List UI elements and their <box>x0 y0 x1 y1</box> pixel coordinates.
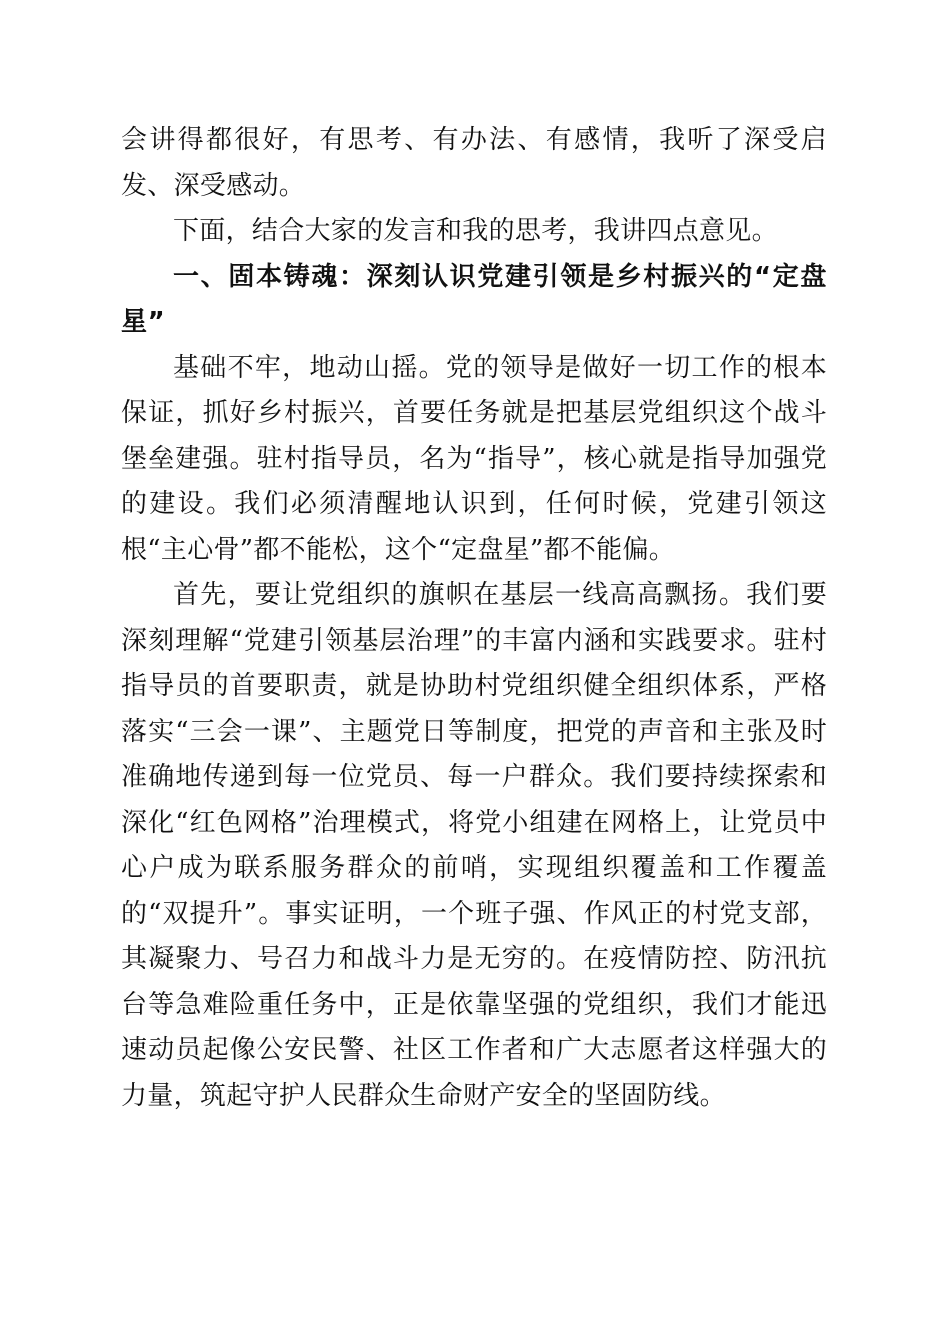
paragraph-intro: 下面，结合大家的发言和我的思考，我讲四点意见。 <box>173 216 778 246</box>
section-heading-1: 一、固本铸魂：深刻认识党建引领是乡村振兴的“定盘星” <box>121 261 827 337</box>
paragraph-first-point: 首先，要让党组织的旗帜在基层一线高高飘扬。我们要深刻理解“党建引领基层治理”的丰富内涵和实践要求。驻村指导员的首要职责，就是协助村党组织健全组织体系，严格落实“三会一课”、主题党日等制度，把党的声音和主张及时准确地传递到每一位党员、每一户群众。我们要持续探索和深化“红色网格”治理模式，将党小组建在网格上，让党员中心户成为联系服务群众的前哨，实现组织覆盖和工作覆盖的“双提升”。事实证明，一个班子强、作风正的村党支部，其凝聚力、号召力和战斗力是无穷的。在疫情防控、防汛抗台等急难险重任务中，正是依靠坚强的党组织，我们才能迅速动员起像公安民警、社区工作者和广大志愿者这样强大的力量，筑起守护人民群众生命财产安全的坚固防线。 <box>121 580 827 1111</box>
paragraph-foundation: 基础不牢，地动山摇。党的领导是做好一切工作的根本保证，抓好乡村振兴，首要任务就是把基层党组织这个战斗堡垒建强。驻村指导员，名为“指导”，核心就是指导加强党的建设。我们必须清醒地认识到，任何时候，党建引领这根“主心骨”都不能松，这个“定盘星”都不能偏。 <box>121 352 827 565</box>
document-page <box>121 118 827 1119</box>
paragraph-continuation: 会讲得都很好，有思考、有办法、有感情，我听了深受启发、深受感动。 <box>121 125 827 201</box>
